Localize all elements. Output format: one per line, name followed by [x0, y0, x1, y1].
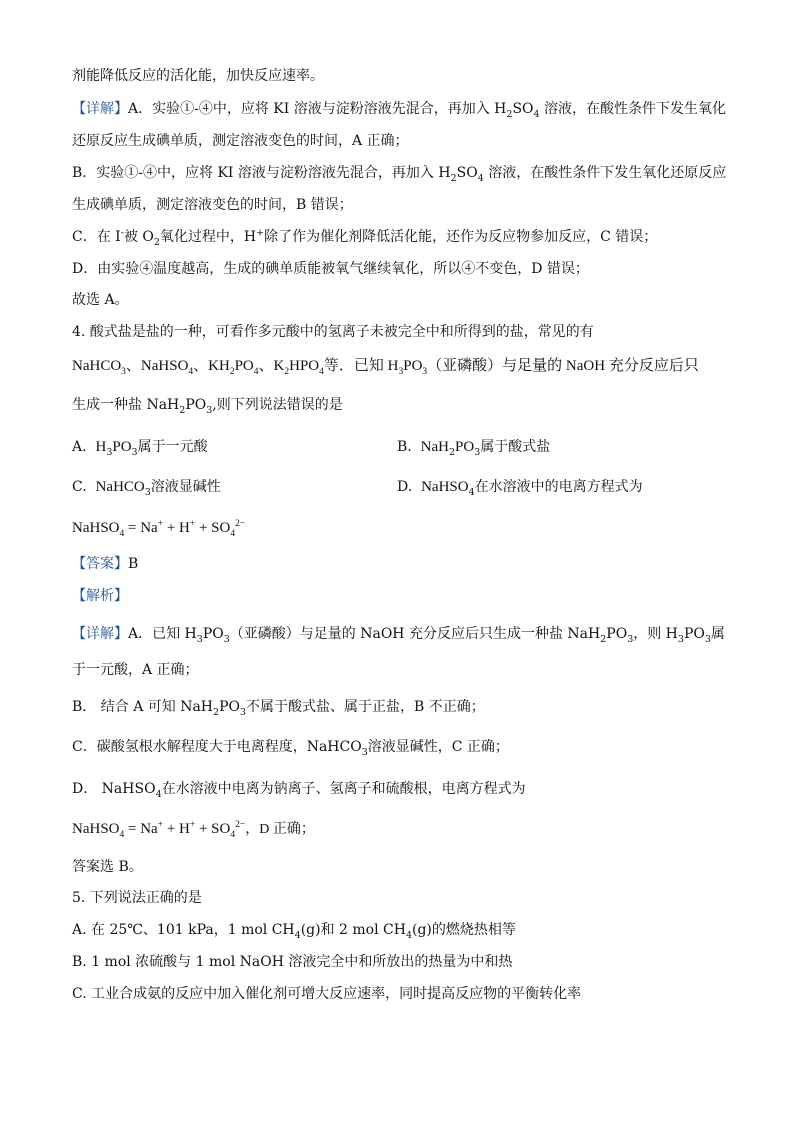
q4-detail-a-line1: 【详解】A．已知 $H_3PO_3$（亚磷酸）与足量的 NaOH 充分反应后只生成一种盐 $NaH_2PO_3$，则 $H_3PO_3$属: [72, 626, 725, 645]
q4-stem-line3: 生成一种盐 $NaH_2PO_3$,则下列说法错误的是: [72, 397, 343, 416]
q5-option-c: C. 工业合成氨的反应中加入催化剂可增大反应速率，同时提高反应物的平衡转化率: [72, 986, 582, 1002]
q4-option-a: A. $H_3PO_3$属于一元酸: [72, 439, 208, 458]
q4-answer: 【答案】B: [72, 556, 139, 572]
q4-conclusion: 答案选 B。: [72, 859, 143, 875]
q4-detail-c: C．碳酸氢根水解程度大于电离程度，NaHCO$_3$溶液显碱性，C 正确；: [72, 739, 509, 758]
q3-detail-c: C．在 I-被 $O_2$氧化过程中，H+除了作为催化剂降低活化能，还作为反应物参加反应，C 错误；: [72, 227, 658, 248]
q3-detail-a-line2: 还原反应生成碘单质，测定溶液变色的时间，A 正确；: [72, 133, 409, 149]
q5-option-a: A. 在 25℃、101 kPa，1 mol $CH_4(g)$和 2 mol $CH_4(g)$的燃烧热相等: [72, 922, 516, 941]
q4-option-c: C. NaHCO$_3$溶液显碱性: [72, 479, 221, 498]
q4-option-b: B. $NaH_2PO_3$属于酸式盐: [397, 439, 551, 458]
q4-detail-b: B． 结合 A 可知 $NaH_2PO_3$不属于酸式盐、属于正盐，B 不正确；: [72, 699, 485, 718]
q3-conclusion: 故选 A。: [72, 292, 129, 308]
q3-detail-a-line1: 【详解】A．实验①-④中，应将 KI 溶液与淀粉溶液先混合，再加入 $H_2SO_4$ 溶液，在酸性条件下发生氧化: [72, 101, 727, 120]
q4-option-d-equation: NaHSO$_4$ = $Na^+ + H^+ + SO_4^{2-}$: [72, 519, 246, 539]
q3-detail-b-line1: B．实验①-④中，应将 KI 溶液与淀粉溶液先混合，再加入 $H_2SO_4$ 溶液，在酸性条件下发生氧化还原反应: [72, 165, 727, 184]
q4-detail-d-line1: D． NaHSO$_4$在水溶液中电离为钠离子、氢离子和硫酸根，电离方程式为: [72, 781, 526, 800]
q3-detail-b-line2: 生成碘单质，测定溶液变色的时间，B 错误；: [72, 197, 353, 213]
q4-detail-a-line2: 于一元酸，A 正确；: [72, 662, 199, 678]
q5-stem: 5. 下列说法正确的是: [72, 890, 202, 906]
q3-detail-d: D．由实验④温度越高，生成的碘单质能被氧气继续氧化，所以④不变色，D 错误；: [72, 261, 589, 277]
detail-tag: 【详解】: [72, 101, 128, 117]
paragraph-continuation: 剂能降低反应的活化能，加快反应速率。: [72, 68, 324, 84]
q4-analysis-tag: 【解析】: [72, 588, 128, 604]
q4-option-d: D. NaHSO$_4$在水溶液中的电离方程式为: [397, 479, 643, 498]
q4-stem-line1: 4. 酸式盐是盐的一种，可看作多元酸中的氢离子未被完全中和所得到的盐，常见的有: [72, 324, 594, 340]
q4-stem-line2: NaHCO$_3$、NaHSO$_4$、$KH_2PO_4$、$K_2HPO_4$等．已知 $H_3PO_3$（亚磷酸）与足量的 NaOH 充分反应后只: [72, 358, 699, 377]
q5-option-b: B. 1 mol 浓硫酸与 1 mol NaOH 溶液完全中和所放出的热量为中和热: [72, 954, 513, 970]
q4-detail-d-equation: NaHSO$_4$ = $Na^+ + H^+ + SO_4^{2-}$，D 正确；: [72, 820, 315, 840]
